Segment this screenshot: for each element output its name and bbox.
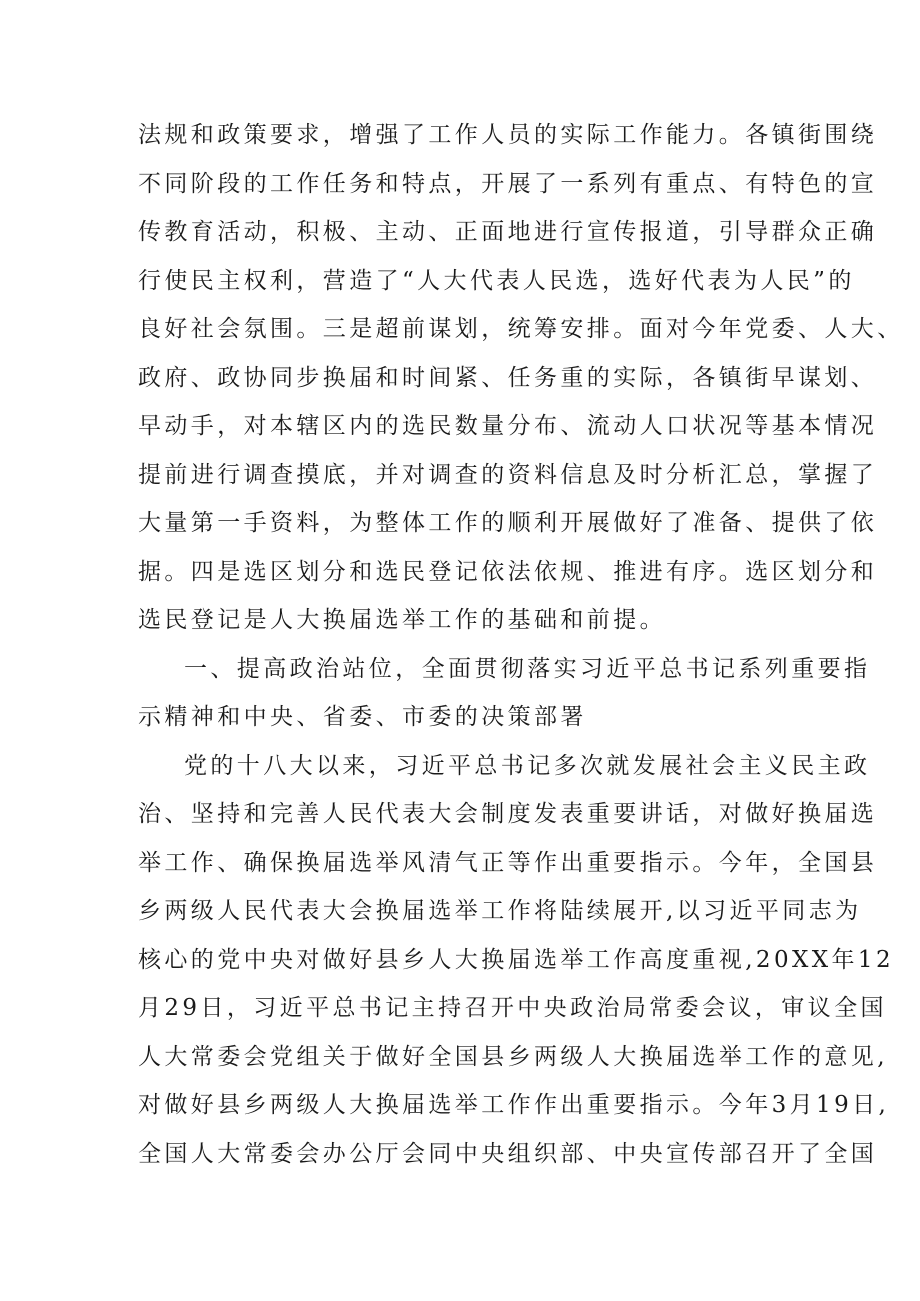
- body-text-line: 据。四是选区划分和选民登记依法依规、推进有序。选区划分和: [138, 559, 878, 585]
- body-text-line: 早动手，对本辖区内的选民数量分布、流动人口状况等基本情况: [138, 413, 878, 439]
- body-text-line: 治、坚持和完善人民代表大会制度发表重要讲话，对做好换届选: [138, 801, 878, 827]
- body-text-line: 法规和政策要求，增强了工作人员的实际工作能力。各镇街围绕: [138, 122, 878, 148]
- body-text-line: 人大常委会党组关于做好全国县乡两级人大换届选举工作的意见,: [138, 1044, 888, 1070]
- body-text-line: 良好社会氛围。三是超前谋划，统筹安排。面对今年党委、人大、: [138, 316, 904, 342]
- body-text-line: 党的十八大以来，习近平总书记多次就发展社会主义民主政: [184, 753, 871, 779]
- body-text-line: 行使民主权利，营造了“人大代表人民选，选好代表为人民”的: [138, 268, 855, 294]
- section-heading-line: 一、提高政治站位，全面贯彻落实习近平总书记系列重要指: [184, 656, 871, 682]
- body-text-line: 对做好县乡两级人大换届选举工作作出重要指示。今年3月19日,: [138, 1092, 890, 1118]
- body-text-line: 月29日，习近平总书记主持召开中央政治局常委会议，审议全国: [138, 995, 887, 1021]
- body-text-line: 举工作、确保换届选举风清气正等作出重要指示。今年，全国县: [138, 850, 878, 876]
- body-text-line: 提前进行调查摸底，并对调查的资料信息及时分析汇总，掌握了: [138, 462, 878, 488]
- section-heading-line: 示精神和中央、省委、市委的决策部署: [138, 704, 587, 730]
- body-text-line: 乡两级人民代表大会换届选举工作将陆续展开,以习近平同志为: [138, 898, 862, 924]
- body-text-line: 核心的党中央对做好县乡人大换届选举工作高度重视,20XX年12: [138, 947, 894, 973]
- body-text-line: 全国人大常委会办公厅会同中央组织部、中央宣传部召开了全国: [138, 1141, 878, 1167]
- body-text-line: 政府、政协同步换届和时间紧、任务重的实际，各镇街早谋划、: [138, 365, 878, 391]
- body-text-line: 传教育活动，积极、主动、正面地进行宣传报道，引导群众正确: [138, 219, 878, 245]
- body-text-line: 大量第一手资料，为整体工作的顺利开展做好了准备、提供了依: [138, 510, 878, 536]
- body-text-line: 选民登记是人大换届选举工作的基础和前提。: [138, 607, 666, 633]
- body-text-line: 不同阶段的工作任务和特点，开展了一系列有重点、有特色的宣: [138, 171, 878, 197]
